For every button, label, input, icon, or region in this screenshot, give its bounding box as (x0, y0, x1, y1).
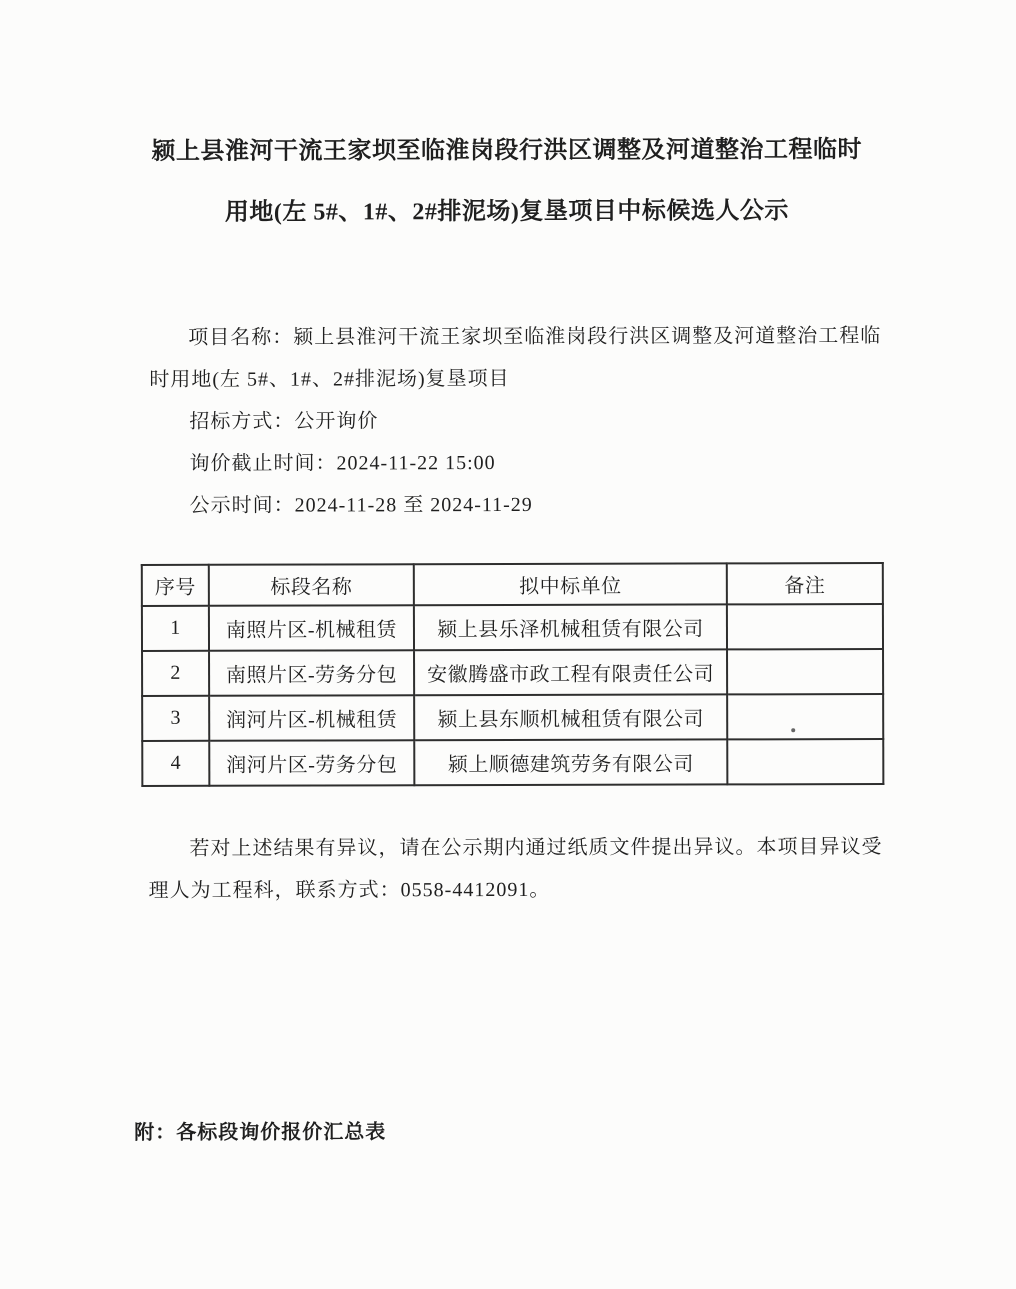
project-name-line-1: 项目名称：颍上县淮河干流王家坝至临淮岗段行洪区调整及河道整治工程临 (188, 325, 882, 349)
publicity-period: 公示时间：2024-11-28 至 2024-11-29 (189, 493, 533, 517)
cell-remarks (727, 739, 883, 784)
cell-winning-bidder: 颍上县乐泽机械租赁有限公司 (414, 604, 727, 650)
objection-notice-line-1: 若对上述结果有异议，请在公示期内通过纸质文件提出异议。本项目异议受 (189, 836, 883, 860)
document-title-line-2: 用地(左 5#、1#、2#排泥场)复垦项目中标候选人公示 (224, 198, 789, 226)
project-name-line-2: 时用地(左 5#、1#、2#排泥场)复垦项目 (149, 367, 510, 391)
cell-serial-number: 4 (142, 741, 209, 786)
cell-winning-bidder: 颍上顺德建筑劳务有限公司 (414, 739, 727, 785)
cell-winning-bidder: 颍上县东顺机械租赁有限公司 (414, 694, 727, 740)
header-section-name: 标段名称 (209, 564, 414, 606)
cell-winning-bidder: 安徽腾盛市政工程有限责任公司 (414, 649, 727, 695)
scan-speck (791, 728, 795, 732)
cell-section-name: 润河片区-劳务分包 (209, 740, 414, 786)
table-row (142, 649, 883, 696)
table-row (142, 604, 883, 651)
table-row (142, 739, 883, 786)
objection-notice-line-2: 理人为工程科，联系方式：0558-4412091。 (148, 878, 551, 902)
cell-remarks (727, 694, 883, 739)
header-serial-number: 序号 (142, 565, 209, 606)
bidding-method: 招标方式：公开询价 (189, 410, 379, 433)
attachment-note: 附：各标段询价报价汇总表 (134, 1121, 387, 1144)
cell-remarks (727, 604, 883, 649)
cell-section-name: 南照片区-劳务分包 (209, 650, 414, 696)
cell-section-name: 润河片区-机械租赁 (209, 695, 414, 741)
cell-serial-number: 3 (142, 696, 209, 741)
document-title-line-1: 颍上县淮河干流王家坝至临淮岗段行洪区调整及河道整治工程临时 (151, 137, 862, 165)
table-header-row (142, 563, 883, 606)
bid-candidates-table (141, 562, 885, 787)
cell-serial-number: 1 (142, 606, 209, 651)
cell-section-name: 南照片区-机械租赁 (209, 605, 414, 651)
table-row (142, 694, 883, 741)
header-winning-bidder: 拟中标单位 (414, 563, 727, 605)
cell-remarks (727, 649, 883, 694)
header-remarks: 备注 (727, 563, 883, 604)
cell-serial-number: 2 (142, 651, 209, 696)
inquiry-deadline: 询价截止时间：2024-11-22 15:00 (189, 452, 496, 475)
